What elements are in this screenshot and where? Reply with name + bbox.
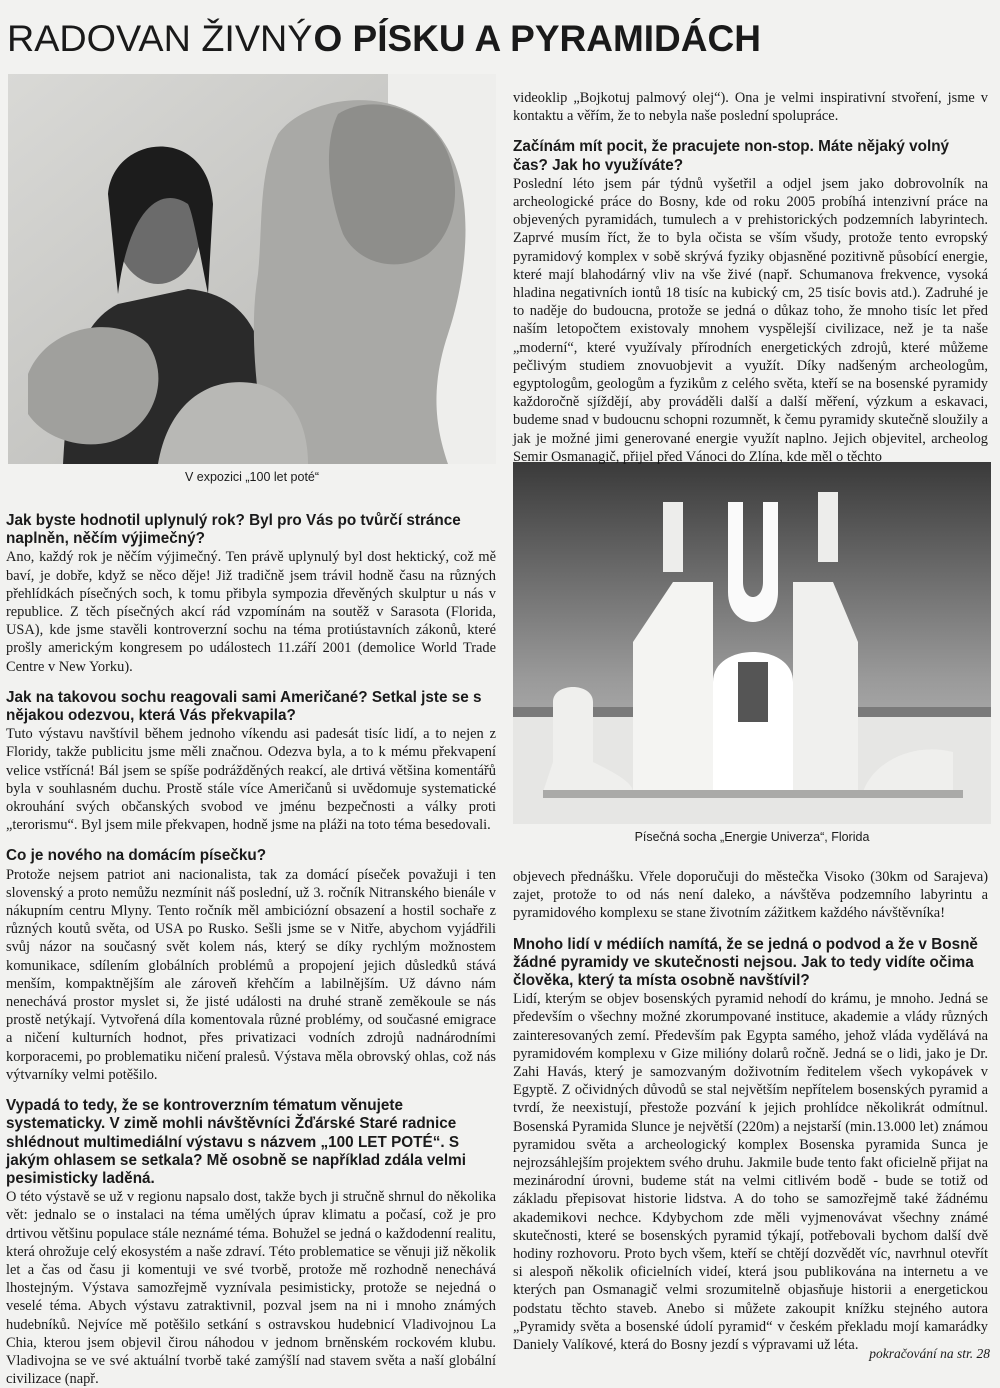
continued-text: videoklip „Bojkotuj palmový olej“). Ona je velmi inspirativní stvoření, jsme v kontaktu a věřím, že to nebyla naše poslední spolupráce. [513,90,988,125]
question-3: Co je nového na domácím písečku? [6,847,267,865]
question-6: Mnoho lidí v médiích namítá, že se jedná o podvod a že v Bosně žádné pyramidy ve skutečnosti nejsou. Jak to tedy vidíte očima člověka, který ta místa osobně navštívil? [513,935,978,990]
portrait-caption: V expozici „100 let poté“ [184,470,320,484]
right-column-top [513,89,988,466]
continued-text-2: objevech přednášku. Vřele doporučuji do městečka Visoko (30km od Sarajeva) zajet, protože to od nás není daleko, a návštěva podzemního labyrintu a pyramidového komplexu se stane životním zážitkem každého návštěvníka! [513,869,988,922]
article-headline: O PÍSKU A PYRAMIDÁCH [313,18,761,59]
answer-4: O této výstavě se už v regionu napsalo dost, takže bych ji stručně shrnul do několika vět: jednalo se o instalaci na téma umělých úprav klimatu a počasí, což je pro drtivou většinu populace stále neznámé téma. Bohužel se jedná o každodenní realitu, která ohrožuje celý ekosystém a naše zdraví. Této problematice se věnuji již několik let a čas od času ji komentuji ve své tvorbě, protože mě rozhodně nenechává lhostejným. Výstava samozřejmě vyznívala pesimisticky, protože se nejedná o veselé téma. Abych výstavu zatraktivnil, pozval jsem na ni i mnoho známých hudebníků. Nejvíce mě potěšilo setkání s ostravskou hudebnicí Vladivojnou La Chia, kterou jsem objevil čirou náhodou v jednom brněnském rockovém klubu. Vladivojna se ve své aktuální tvorbě také zamýšlí nad stavem světa a naší globální civilizace (např. [6,1189,496,1388]
answer-3: Protože nejsem patriot ani nacionalista, tak za domácí píseček považuji i ten slovenský a proto nemůžu nezmínit náš poslední, už 3. ročník Nitranského bienále v nákupním centru Mlyny. Tento ročník měl ambiciózní obsazení a hostil sochaře z různých koutů světa, od USA po Rusko. Sešli jsme se v Nitře, abychom vyjádřili svůj názor na současný svět kolem nás, který se díky rychlým možnostem komunikace, sdílením globálních problémů a propojení jejich důsledků stává menším, kompaktnějším ale zároveň křehčím a labilnějším. Už dávno nám nenechává prostor myslet si, že jisté události na druhé straně zeměkoule se nás prostě netýkají. Vytvořená díla komentovala různé problémy, od současné emigrace a ničení kulturních hodnot, přes privatizaci vodních zdrojů nadnárodními korporacemi, po problematiku ničení pralesů. Výstava měla obrovský ohlas, což nás výtvarníky velmi potěšilo. [6,866,496,1083]
question-1: Jak byste hodnotil uplynulý rok? Byl pro Vás po tvůrčí stránce naplněn, něčím výjimečný? [6,512,461,548]
right-column-bottom [513,868,988,1354]
answer-6: Lidí, kterým se objev bosenských pyramid nehodí do krámu, je mnoho. Jedná se především o všechny možné zkorumpované instituce, akademie a vlády různých zainteresovaných zemí. Především pak Egypta samého, jehož vláda vydělává na pyramidovém komplexu v Gize milióny dolarů ročně. Jedná se o lidi, jako je Dr. Zahi Havás, který je samozvaným doživotním ředitelem všech vykopávek v Egyptě. Z očividných důvodů se stal největším nepřítelem bosenských pyramid a tvrdí, že neexistují, přestože pozvání k jejich prohlídce několikrát odmítnul. Bosenská Pyramida Slunce je největší (220m) a nejstarší (min.13.000 let) známou pyramidou světa a archeologický komplex Bosenska pyramida Sunca je nejrozsáhlejším projektem svého druhu. Jakmile bude tento fakt oficielně přijat na mezinárodní úrovni, budeme stát na velmi citlivém bodě - bude se totiž od základu přepisovat historie lidstva. A do toho se samozřejmě také žádnému akademikovi nechce. Kdybychom zde měli vyjmenovávat všechny známé skutečnosti, které se bosenských pyramid týkají, potřebovali bychom další dvě hodiny rozhovoru. Proto bych všem, kteří se chtějí dozvědět víc, navrhnul otevřít si alespoň několik oficielních videí, která jsou publikována na internetu a ve kterých pan Osmanagič velmi srozumitelně objasňuje historii a energetickou podstatu těchto staveb. Anebo si můžete zakoupit knížku stejného autora „Pyramidy světa a bosenské údolí pyramid“ v českém překladu mojí kamarádky Daniely Valíkové, která do Bosny jezdí s výpravami už léta. [513,991,988,1354]
portrait-illustration [8,74,496,464]
continuation-note: pokračování na str. 28 [869,1346,990,1361]
sculpture-caption: Písečná socha „Energie Univerza“, Florida [634,830,870,844]
question-5: Začínám mít pocit, že pracujete non-stop. Máte nějaký volný čas? Jak ho využíváte? [513,138,950,174]
page-title [7,12,995,66]
answer-5: Poslední léto jsem pár týdnů vyšetřil a odjel jsem jako dobrovolník na archeologické práce do Bosny, kde od roku 2005 probíhá intenzivní práce na objevených pyramidách, tumulech a v prehistorických podzemních labyrintech. Zaprvé musím říct, že to byla očista se vším všudy, protože tento evropský pyramidový komplex v sobě skrývá fyziky objasněné pozitivně působící energie, které mají blahodárný vliv na vše živé (např. Schumanova frekvence, vysoká hladina negativních iontů 18 tisíc na kubický cm, 25 tisíc bovis atd.). Zadruhé je to naděje do budoucna, protože se jedná o důkaz toho, že mnoho tisíc let před naším letopočtem existovaly mnohem vyspělejší civilizace, než je ta naše „moderní“, které využívaly přírodních energetických zdrojů, které můžeme pečlivým studiem znovuobjevit a využít. Díky nadšeným archeologům, egyptologům, geologům a fyzikům z celého světa, kteří se na bosenské pyramidy každoročně sjíždějí, aby prováděli další a další měření, výzkum a eskavaci, budeme snad v budoucnu schopni rozumnět, k čemu pyramidy skutečně sloužily a jak je možné jimi generované energie využít naplno. Jejich objevitel, archeolog Semir Osmanagič, přijel před Vánoci do Zlína, kde měl o těchto [513,175,988,465]
left-column [6,512,496,1388]
sand-sculpture-illustration [513,462,991,824]
portrait-photo [8,74,496,464]
question-4: Vypadá to tedy, že se kontroverzním tématum věnujete systematicky. V zimě mohli návštěvníci Žďárské Staré radnice shlédnout multimediální výstavu s názvem „100 LET POTÉ“. S jakým ohlasem se setkala? Mě osobně se například zdála velmi pesimisticky laděná. [6,1097,466,1187]
answer-1: Ano, každý rok je něčím výjimečný. Ten právě uplynulý byl dost hektický, což mě baví, je dobře, když se něco děje! Již tradičně jsem trávil hodně času na různých přehlídkách písečných soch, k tomu přibyla sympozia dřevěných skulptur u nás v republice. Z těch písečných akcí rád vzpomínám na soutěž v Sarasota (Florida, USA), kde jsme stavěli kontroverzní sochu na téma protiústavních zákonů, které prošly americkým kongresem po událostech 11.září 2001 (demolice World Trade Centre v New Yorku). [6,549,496,675]
question-2: Jak na takovou sochu reagovali sami Američané? Setkal jste se s nějakou odezvou, která Vás překvapila? [6,688,482,725]
sculpture-photo [513,462,991,824]
answer-2: Tuto výstavu navštívil během jednoho víkendu asi padesát tisíc lidí, a to nejen z Floridy, takže publicitu jsme měli značnou. Odezva byla, a to k mému překvapení velice vstřícná! Bál jsem se spíše podrážděných reakcí, ale drtivá většina komentářů byla v souhlasném duchu. Prostě stále více Američanů si uvědomuje systematické okrouhání svých občanských svobod ve jménu bezpečnosti a války proti „terorismu“. Byl jsem mile překvapen, hodně jsme na pláži na toto téma besedovali. [6,726,496,834]
author-name: RADOVAN ŽIVNÝ [7,18,313,59]
